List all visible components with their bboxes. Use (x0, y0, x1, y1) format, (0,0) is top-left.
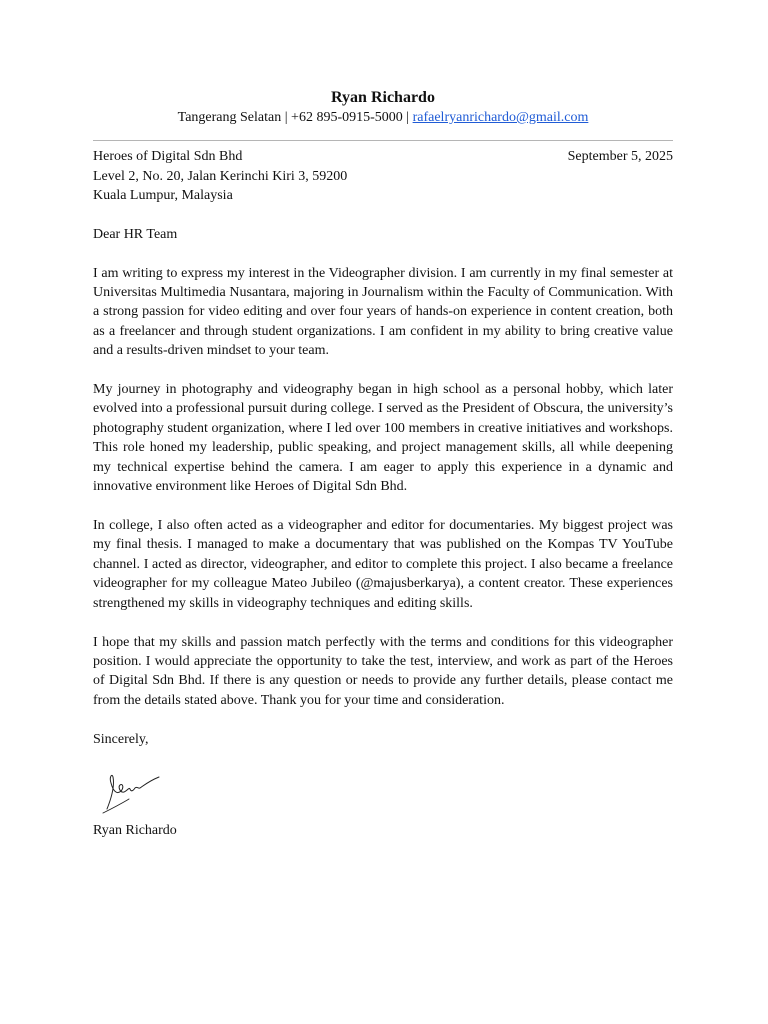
closing: Sincerely, (93, 731, 149, 747)
applicant-name: Ryan Richardo (331, 89, 435, 106)
recipient-address-line2: Kuala Lumpur, Malaysia (93, 188, 233, 203)
recipient-company: Heroes of Digital Sdn Bhd (93, 149, 243, 164)
recipient-block (93, 147, 673, 206)
signer-name: Ryan Richardo (93, 823, 177, 839)
recipient-address-line1: Level 2, No. 20, Jalan Kerinchi Kiri 3, 59200 (93, 168, 348, 184)
separator: | (402, 110, 413, 125)
signature-icon (93, 769, 183, 817)
body-paragraph: I hope that my skills and passion match perfectly with the terms and conditions for this videographer position. I would appreciate the opportunity to take the test, interview, and work as part of the Heroes of Digital Sdn Bhd. If there is any question or needs to provide any further details, please contact me from the details stated above. Thank you for your time and consideration. (93, 634, 673, 708)
header-divider (93, 140, 673, 141)
letter-header (93, 88, 673, 128)
cover-letter-page (93, 88, 673, 841)
separator: | (281, 110, 292, 125)
contact-line (93, 108, 673, 128)
body-paragraph: My journey in photography and videography began in high school as a personal hobby, which later evolved into a professional pursuit during college. I served as the President of Obscura, the university’s photography student organization, where I led over 100 members in creative initiatives and workshops. This role honed my leadership, public speaking, and project management skills, all while deepening my technical expertise behind the camera. I am eager to apply this experience in a dynamic and innovative environment like Heroes of Digital Sdn Bhd. (93, 382, 673, 495)
body-paragraph: I am writing to express my interest in the Videographer division. I am currently in my final semester at Universitas Multimedia Nusantara, majoring in Journalism within the Faculty of Communication. With a strong passion for video editing and over four years of hands-on experience in content creation, both as a freelancer and through student organizations. I am confident in my ability to bring creative value and a results-driven mindset to your team. (93, 265, 673, 359)
phone: +62 895-0915-5000 (291, 110, 403, 125)
email-link[interactable]: rafaelryanrichardo@gmail.com (412, 110, 589, 125)
location: Tangerang Selatan (177, 110, 282, 125)
letter-date: September 5, 2025 (567, 149, 673, 164)
salutation: Dear HR Team (93, 226, 178, 242)
body-paragraph: In college, I also often acted as a videographer and editor for documentaries. My biggest project was my final thesis. I managed to make a documentary that was published on the Kompas TV YouTube channel. I acted as director, videographer, and editor to complete this project. I also became a freelance videographer for my colleague Mateo Jubileo (@majusberkarya), a content creator. These experiences strengthened my skills in videography techniques and editing skills. (93, 517, 673, 611)
